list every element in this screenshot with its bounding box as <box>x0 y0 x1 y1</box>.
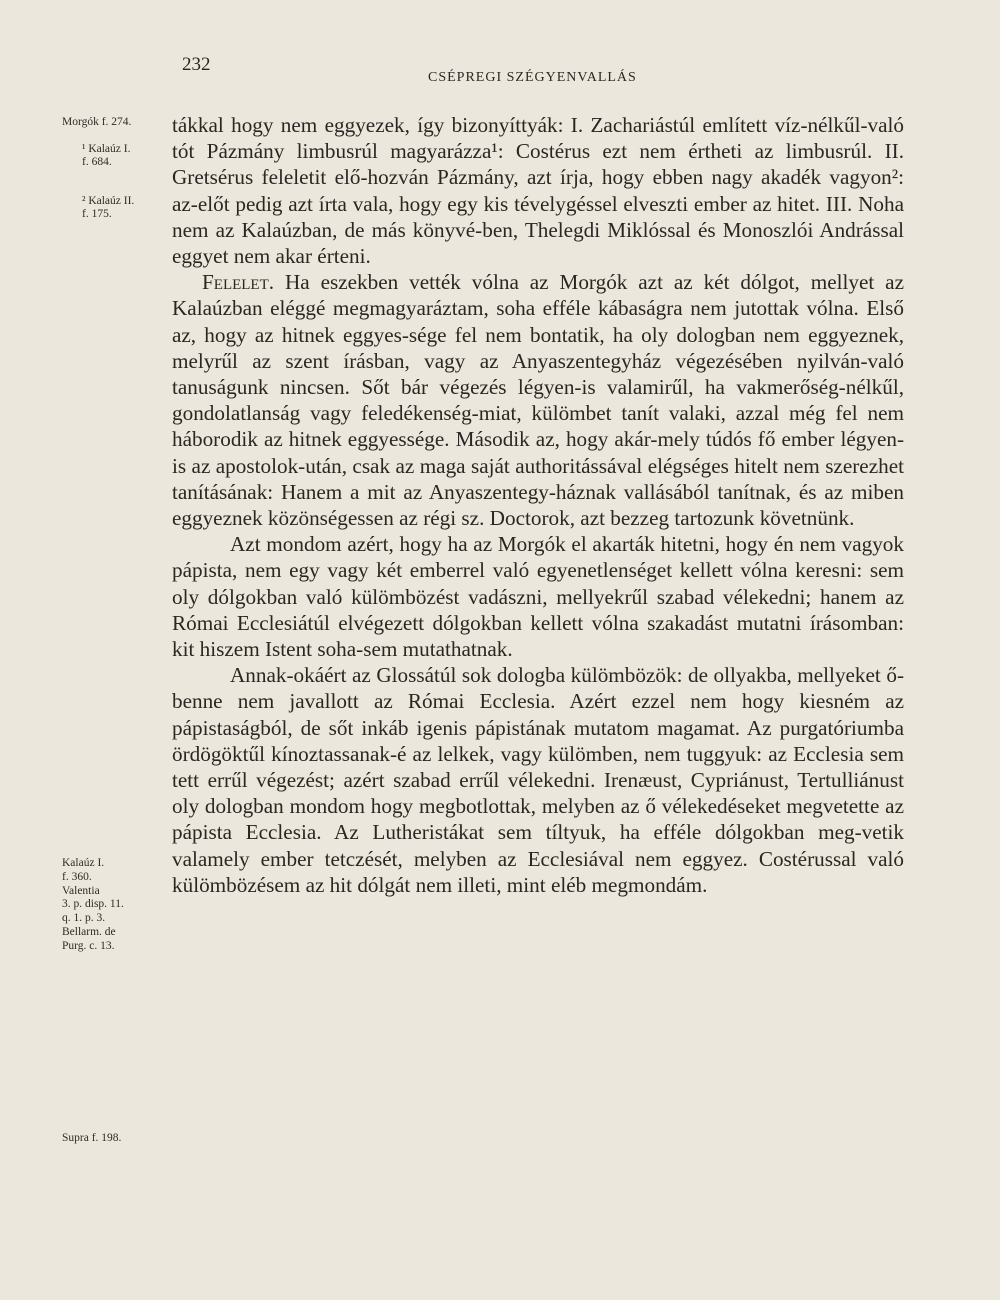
margin-note-footnote-2 <box>82 195 172 221</box>
margin-note-line: Purg. c. 13. <box>62 939 115 952</box>
margin-note-kalauz-valentia <box>62 857 172 954</box>
margin-note-line: Bellarm. de <box>62 925 116 938</box>
margin-note-line: Kalaúz I. <box>62 857 105 869</box>
paragraph-2 <box>172 269 904 531</box>
margin-note-supra: Supra f. 198. <box>62 1132 122 1144</box>
felelet-label: Felelet. <box>202 270 275 295</box>
main-text <box>172 112 904 898</box>
paragraph-3: Azt mondom azért, hogy ha az Morgók el akarták hitetni, hogy én nem vagyok pápista, nem egy vagy két emberrel való egyenetlenséget kellett vólna keresni: sem oly dólgokban való külömbözést vadászni, mellyekrűl szabad vélekedni; hanem az Római Ecclesiátúl elvégezett dólgokban kellett vólna szakadást mutatni írásomban: kit hiszem Istent soha-sem mutathatnak. <box>172 532 904 662</box>
paragraph-2-text: Ha eszekben vették vólna az Morgók azt az két dólgot, mellyet az Kalaúzban eléggé megmagyaráztam, soha efféle kábaságra nem jutottak vólna. Első az, hogy az hitnek eggyes-sége fel nem bontatik, ha oly dologban nem eggyeznek, melyrűl az szent írásban, vagy az Anyaszentegyház végezésében nyilván-való tanuságunk nincsen. Sőt bár végezés légyen-is valamirűl, ha vakmerőség-nélkűl, gondolatlanság vagy feledékenség-miat, külömbet tanít valaki, azzal még fel nem háborodik az hitnek eggyessége. Második az, hogy akár-mely túdós fő ember légyen-is az apostolok-után, csak az maga saját authoritássával elégséges hitelt nem szerezhet tanításának: Hanem a mit az Anyaszentegy-háznak vallásából tanítnak, és az miben eggyeznek közönségessen az régi sz. Doctorok, azt bezzeg tartozunk követnünk. <box>172 270 904 531</box>
margin-note-line: f. 175. <box>82 208 112 220</box>
margin-note-line: ² Kalaúz II. <box>82 195 135 207</box>
page-number: 232 <box>182 54 211 75</box>
margin-note-line: 3. p. disp. 11. <box>62 898 124 911</box>
margin-note-line: q. 1. p. 3. <box>62 912 106 925</box>
paragraph-4: Annak-okáért az Glossátúl sok dologba külömbözök: de ollyakba, mellyeket ő-benne nem javallott az Római Ecclesia. Azért ezzel nem hogy kiesném az pápistaságból, de sőt inkáb igenis pápistának mutatom magamat. Az purgatóriumba ördögöktűl kínoztassanak-é az lelkek, vagy külömben, nem tuggyuk: az Ecclesia sem tett errűl végezést; azért szabad errűl vélekedni. Irenæust, Cypriánust, Tertulliánust oly dologban mondom hogy megbotlottak, melyben az ő vélekedéseket megvetette az pápista Ecclesia. Az Lutheristákat sem tíltyuk, ha efféle dólgokban meg-vetik valamely ember tetczését, melyben az Ecclesiával nem eggyez. Costérussal való külömbözésem az hit dólgát nem illeti, mint eléb megmondám. <box>172 663 904 897</box>
margin-note-line: f. 684. <box>82 156 112 168</box>
running-head: CSÉPREGI SZÉGYENVALLÁS <box>428 70 637 85</box>
margin-note-morgok: Morgók f. 274. <box>62 116 132 128</box>
paragraph-1: tákkal hogy nem eggyezek, így bizonyíttyák: I. Zachariástúl említett víz-nélkűl-való tót Pázmány limbusrúl magyarázza¹: Costérus ezt nem értheti az limbusrúl. II. Gretsérus feleletit elő-hozván Pázmány, azt írja, hogy ebben nagy akadék vagyon²: az-előt pedig azt írta vala, hogy egy kis tévelygéssel elveszti ember az hitet. III. Noha nem az Kalaúzban, de más könyvé-ben, Thelegdi Miklóssal és Monoszlói Andrással eggyet nem akar érteni. <box>172 113 904 269</box>
margin-note-line: Valentia <box>62 884 100 897</box>
margin-note-line: ¹ Kalaúz I. <box>82 143 131 155</box>
margin-note-line: f. 360. <box>62 870 92 883</box>
margin-note-footnote-1 <box>82 143 172 169</box>
